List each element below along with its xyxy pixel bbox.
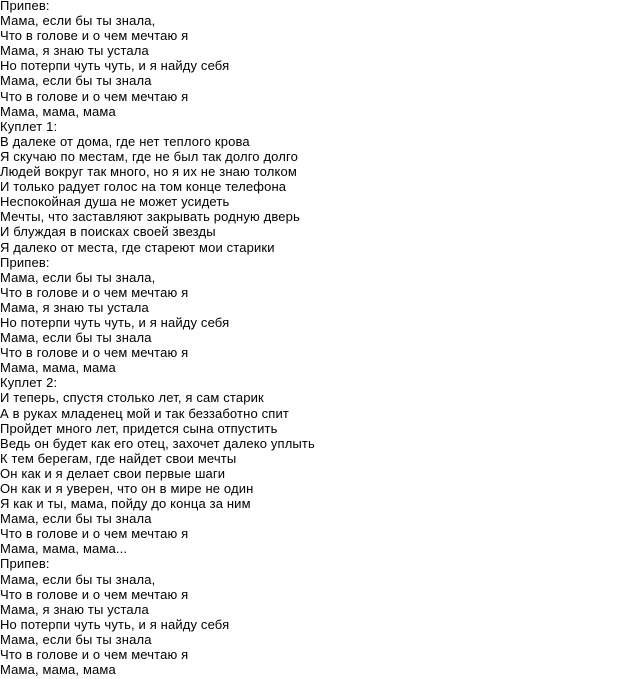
- lyric-line: Мама, мама, мама...: [0, 541, 128, 557]
- lyric-line: В далеке от дома, где нет теплого крова: [0, 133, 250, 149]
- lyric-line: Что в голове и о чем мечтаю я: [0, 586, 189, 602]
- lyric-line: Что в голове и о чем мечтаю я: [0, 28, 189, 44]
- lyric-line: Он как и я делает свои первые шаги: [0, 465, 226, 481]
- lyric-line: Куплет 2:: [0, 375, 58, 391]
- lyric-line: Мама, мама, мама: [0, 360, 116, 376]
- lyric-line: Он как и я уверен, что он в мире не один: [0, 481, 254, 496]
- lyric-line: Мама, если бы ты знала: [0, 511, 152, 527]
- lyric-line: К тем берегам, где найдет свои мечты: [0, 450, 237, 466]
- lyric-line: И блуждая в поисках своей звезды: [0, 224, 216, 240]
- lyric-line: Мама, если бы ты знала,: [0, 269, 156, 285]
- lyric-line: Я скучаю по местам, где не был так долго долго: [0, 148, 298, 164]
- lyric-line: Я как и ты, мама, пойду до конца за ним: [0, 496, 251, 512]
- lyric-line: Неспокойная душа не может усидеть: [0, 194, 230, 210]
- lyric-line: Людей вокруг так много, но я их не знаю толком: [0, 164, 297, 180]
- lyric-line: Мама, если бы ты знала: [0, 330, 152, 346]
- lyric-line: Что в голове и о чем мечтаю я: [0, 88, 189, 104]
- lyric-line: А в руках младенец мой и так беззаботно спит: [0, 405, 289, 421]
- lyric-line: Припев:: [0, 254, 50, 270]
- lyric-line: Мама, если бы ты знала,: [0, 13, 156, 29]
- lyric-line: Но потерпи чуть чуть, и я найду себя: [0, 314, 230, 330]
- lyric-line: Что в голове и о чем мечтаю я: [0, 345, 189, 361]
- lyric-line: И только радует голос на том конце телефона: [0, 179, 287, 195]
- lyric-line: Мама, мама, мама: [0, 103, 116, 119]
- lyric-line: Что в голове и о чем мечтаю я: [0, 526, 189, 542]
- lyric-line: Мама, если бы ты знала: [0, 631, 152, 647]
- lyric-line: Мама, я знаю ты устала: [0, 43, 149, 59]
- lyric-line: Я далеко от места, где стареют мои старики: [0, 239, 275, 255]
- lyric-line: Ведь он будет как его отец, захочет далеко уплыть: [0, 435, 315, 451]
- lyric-line: Пройдет много лет, придется сына отпустить: [0, 420, 278, 436]
- lyric-line: Мама, если бы ты знала: [0, 73, 152, 89]
- lyric-line: Что в голове и о чем мечтаю я: [0, 284, 189, 300]
- lyric-line: Но потерпи чуть чуть, и я найду себя: [0, 616, 230, 632]
- lyric-line: Мама, мама, мама: [0, 662, 116, 678]
- lyric-line: И теперь, спустя столько лет, я сам старик: [0, 390, 264, 406]
- lyric-line: Но потерпи чуть чуть, и я найду себя: [0, 58, 230, 74]
- lyric-line: Что в голове и о чем мечтаю я: [0, 647, 189, 663]
- lyric-line: Куплет 1:: [0, 118, 58, 134]
- lyric-line: Мама, если бы ты знала,: [0, 571, 156, 587]
- lyric-line: Мечты, что заставляют закрывать родную дверь: [0, 209, 300, 225]
- lyric-line: Мама, я знаю ты устала: [0, 601, 149, 617]
- lyric-line: Припев:: [0, 556, 50, 572]
- lyric-line: Припев:: [0, 0, 50, 13]
- lyric-line: Мама, я знаю ты устала: [0, 299, 149, 315]
